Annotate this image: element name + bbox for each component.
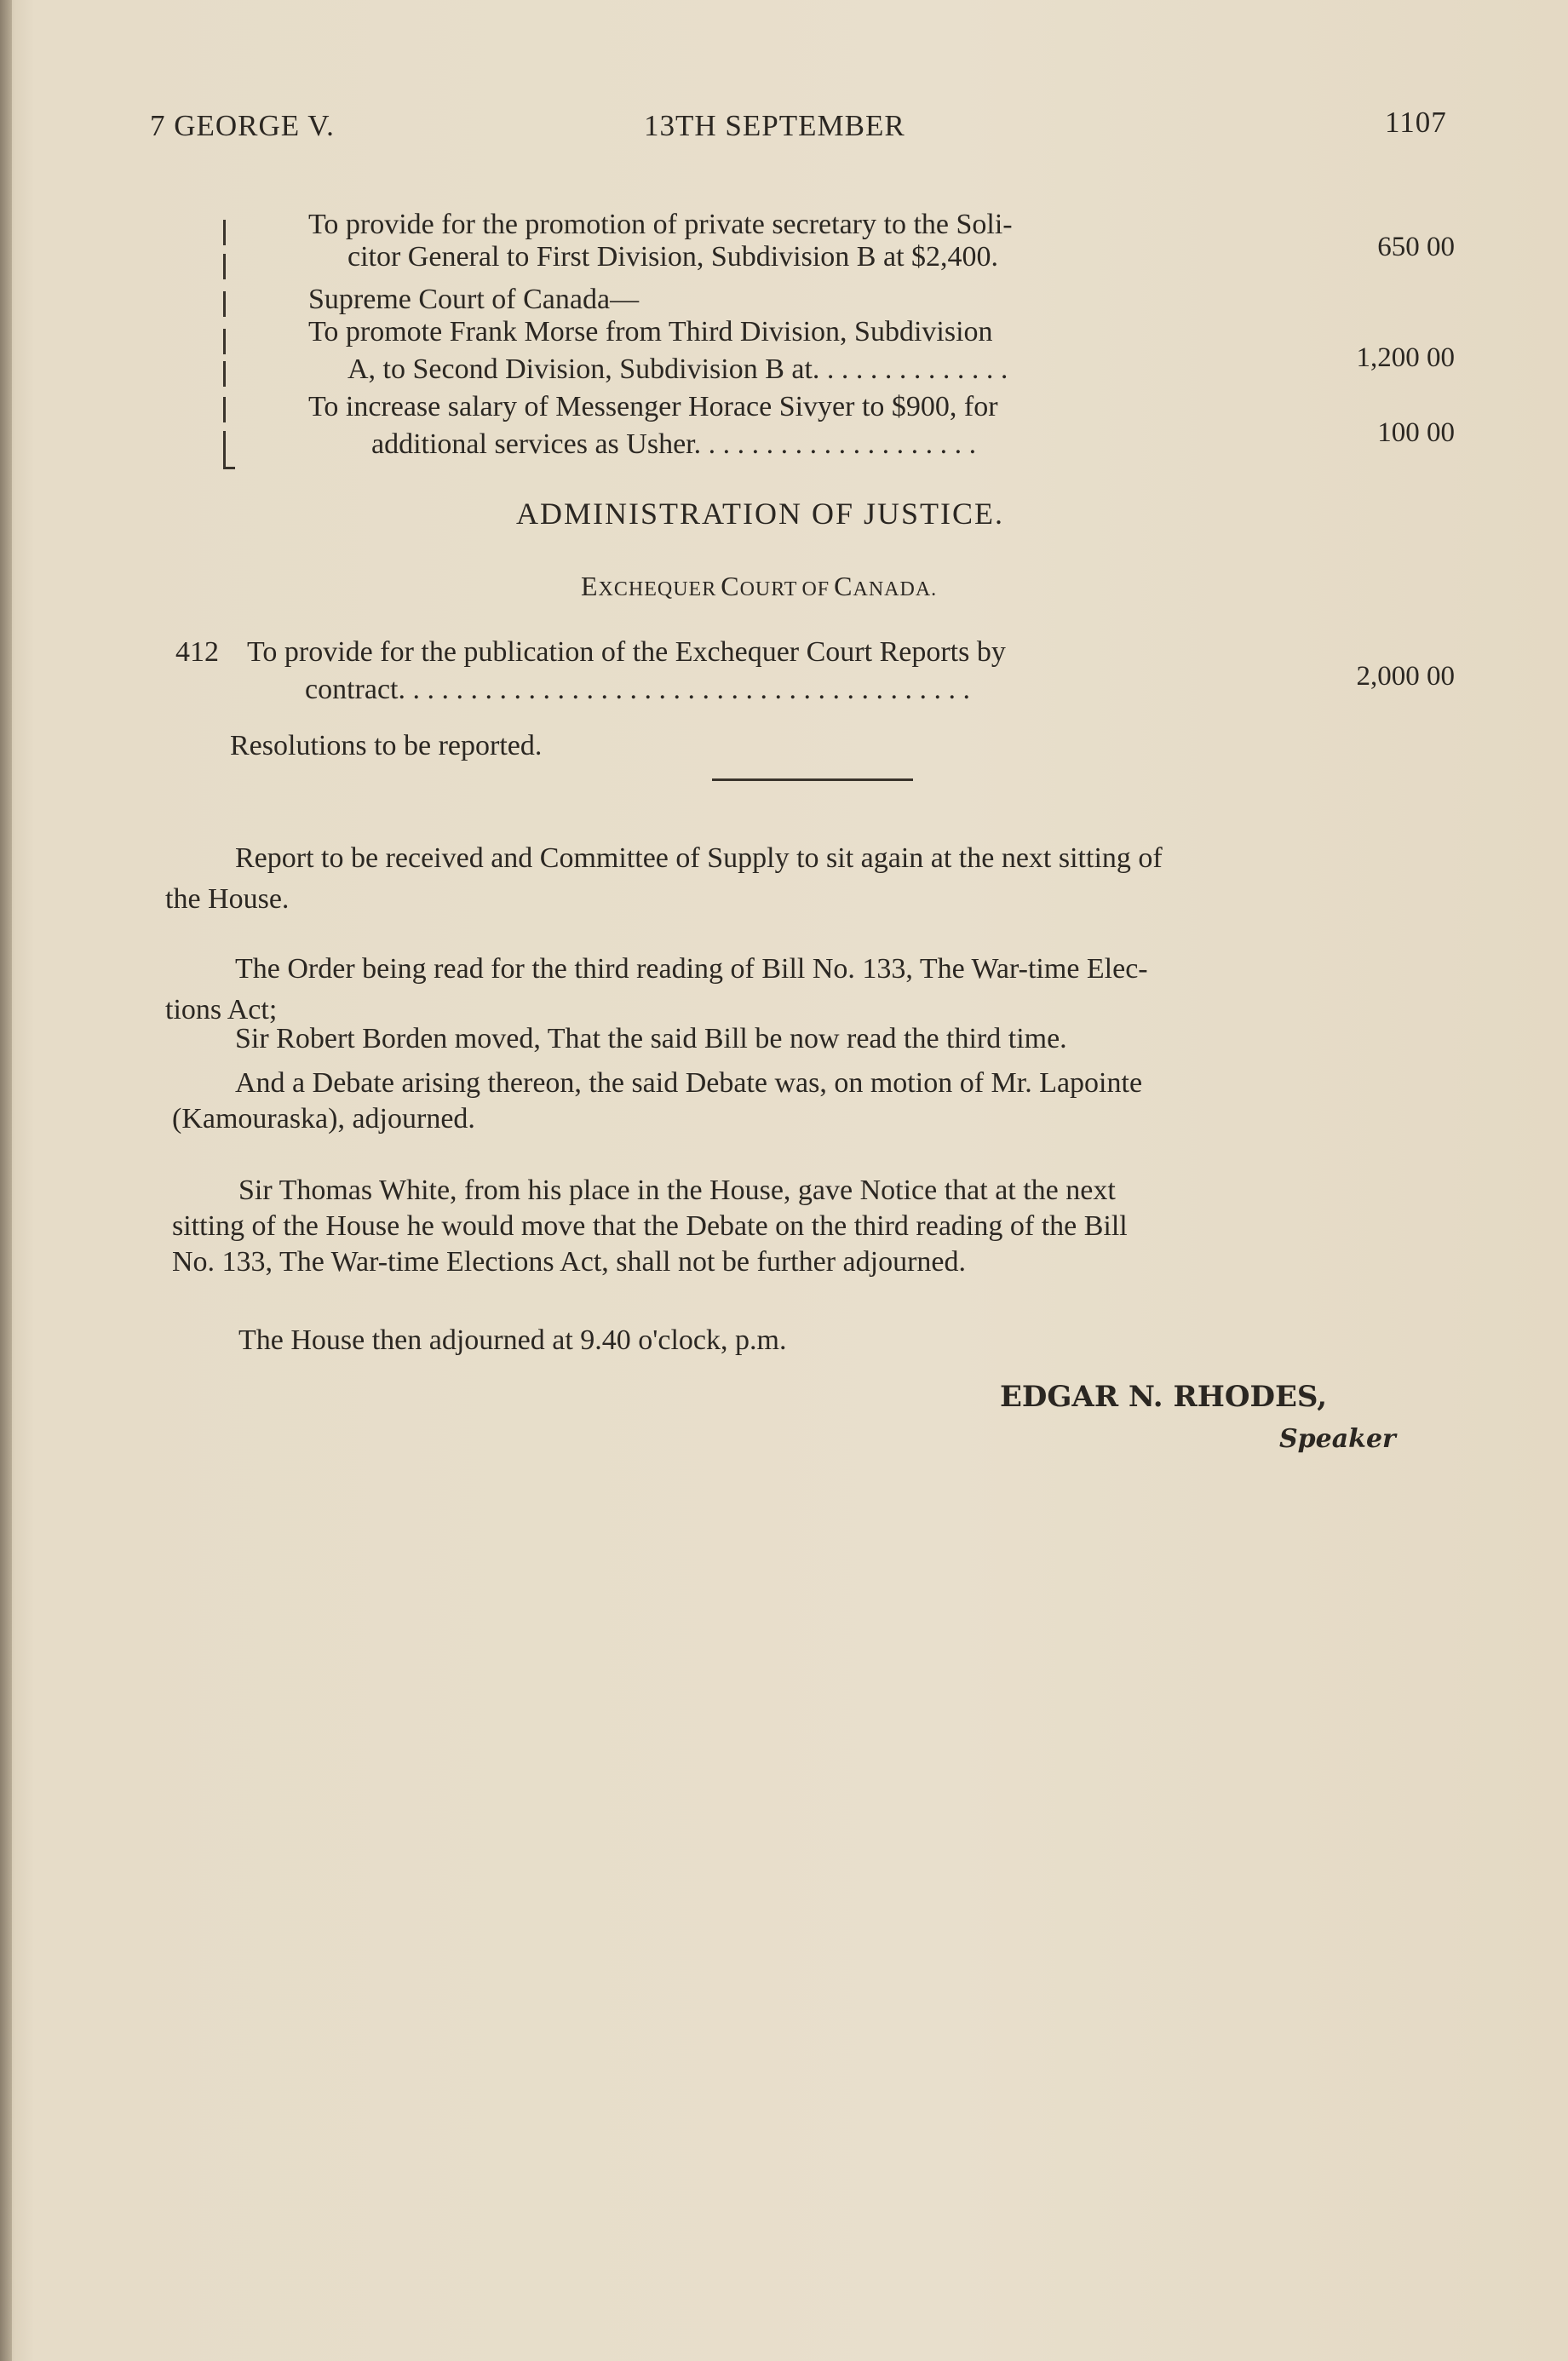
book-spine bbox=[0, 0, 12, 2361]
paragraph-line: sitting of the House he would move that the Debate on the third reading of the Bill bbox=[172, 1210, 1128, 1242]
item-amount: 100 00 bbox=[1377, 417, 1455, 448]
item-amount: 2,000 00 bbox=[1356, 661, 1455, 692]
paragraph-line: (Kamouraska), adjourned. bbox=[172, 1103, 475, 1135]
section-divider bbox=[712, 778, 913, 781]
header-date: 13TH SEPTEMBER bbox=[644, 109, 905, 142]
item-line: contract. . . . . . . . . . . . . . . . . . . . . . . . . . . . . . . . . . . . . . . . bbox=[305, 674, 970, 705]
paragraph-line: Sir Thomas White, from his place in the House, gave Notice that at the next bbox=[238, 1175, 1116, 1206]
signature-name: EDGAR N. RHODES, bbox=[1000, 1380, 1328, 1414]
item-line: To increase salary of Messenger Horace Sivyer to $900, for bbox=[308, 391, 998, 422]
paragraph-line: tions Act; bbox=[165, 994, 278, 1025]
margin-bar bbox=[223, 431, 226, 468]
margin-bar bbox=[223, 291, 226, 317]
item-line: A, to Second Division, Subdivision B at. . . . . . . . . . . . . . bbox=[347, 353, 1008, 385]
margin-bar bbox=[223, 329, 226, 354]
item-line: additional services as Usher. . . . . . . . . . . . . . . . . . . . bbox=[371, 428, 977, 460]
margin-bar-foot bbox=[223, 467, 235, 469]
paragraph-line: Report to be received and Committee of Supply to sit again at the next sitting of bbox=[235, 842, 1163, 874]
margin-bar bbox=[223, 361, 226, 387]
item-amount: 650 00 bbox=[1377, 232, 1455, 262]
paragraph-line: And a Debate arising thereon, the said Debate was, on motion of Mr. Lapointe bbox=[235, 1067, 1143, 1099]
page-number: 1107 bbox=[1385, 106, 1447, 139]
margin-bar bbox=[223, 254, 226, 279]
signature-title: Speaker bbox=[1279, 1424, 1396, 1454]
paragraph-line: the House. bbox=[165, 883, 290, 915]
margin-bar bbox=[223, 220, 226, 245]
item-line: To promote Frank Morse from Third Division, Subdivision bbox=[308, 316, 993, 348]
section-title: ADMINISTRATION OF JUSTICE. bbox=[516, 497, 1005, 531]
paragraph-line: The Order being read for the third reading of Bill No. 133, The War-time Elec- bbox=[235, 953, 1148, 985]
vote-number: 412 bbox=[175, 636, 219, 668]
resolutions-text: Resolutions to be reported. bbox=[230, 730, 543, 761]
item-line: To provide for the publication of the Exchequer Court Reports by bbox=[247, 636, 1006, 668]
item-amount: 1,200 00 bbox=[1356, 342, 1455, 373]
margin-bar bbox=[223, 397, 226, 422]
paragraph-line: The House then adjourned at 9.40 o'clock, p.m. bbox=[238, 1324, 787, 1356]
subsection-title: EXCHEQUER COURT OF CANADA. bbox=[581, 571, 938, 601]
paragraph-line: Sir Robert Borden moved, That the said Bill be now read the third time. bbox=[235, 1023, 1067, 1054]
paragraph-line: No. 133, The War-time Elections Act, shall not be further adjourned. bbox=[172, 1246, 966, 1278]
item-line: To provide for the promotion of private secretary to the Soli- bbox=[308, 209, 1013, 240]
header-regnal-year: 7 GEORGE V. bbox=[150, 109, 335, 142]
item-heading: Supreme Court of Canada— bbox=[308, 284, 640, 315]
item-line: citor General to First Division, Subdivision B at $2,400. bbox=[347, 241, 999, 273]
